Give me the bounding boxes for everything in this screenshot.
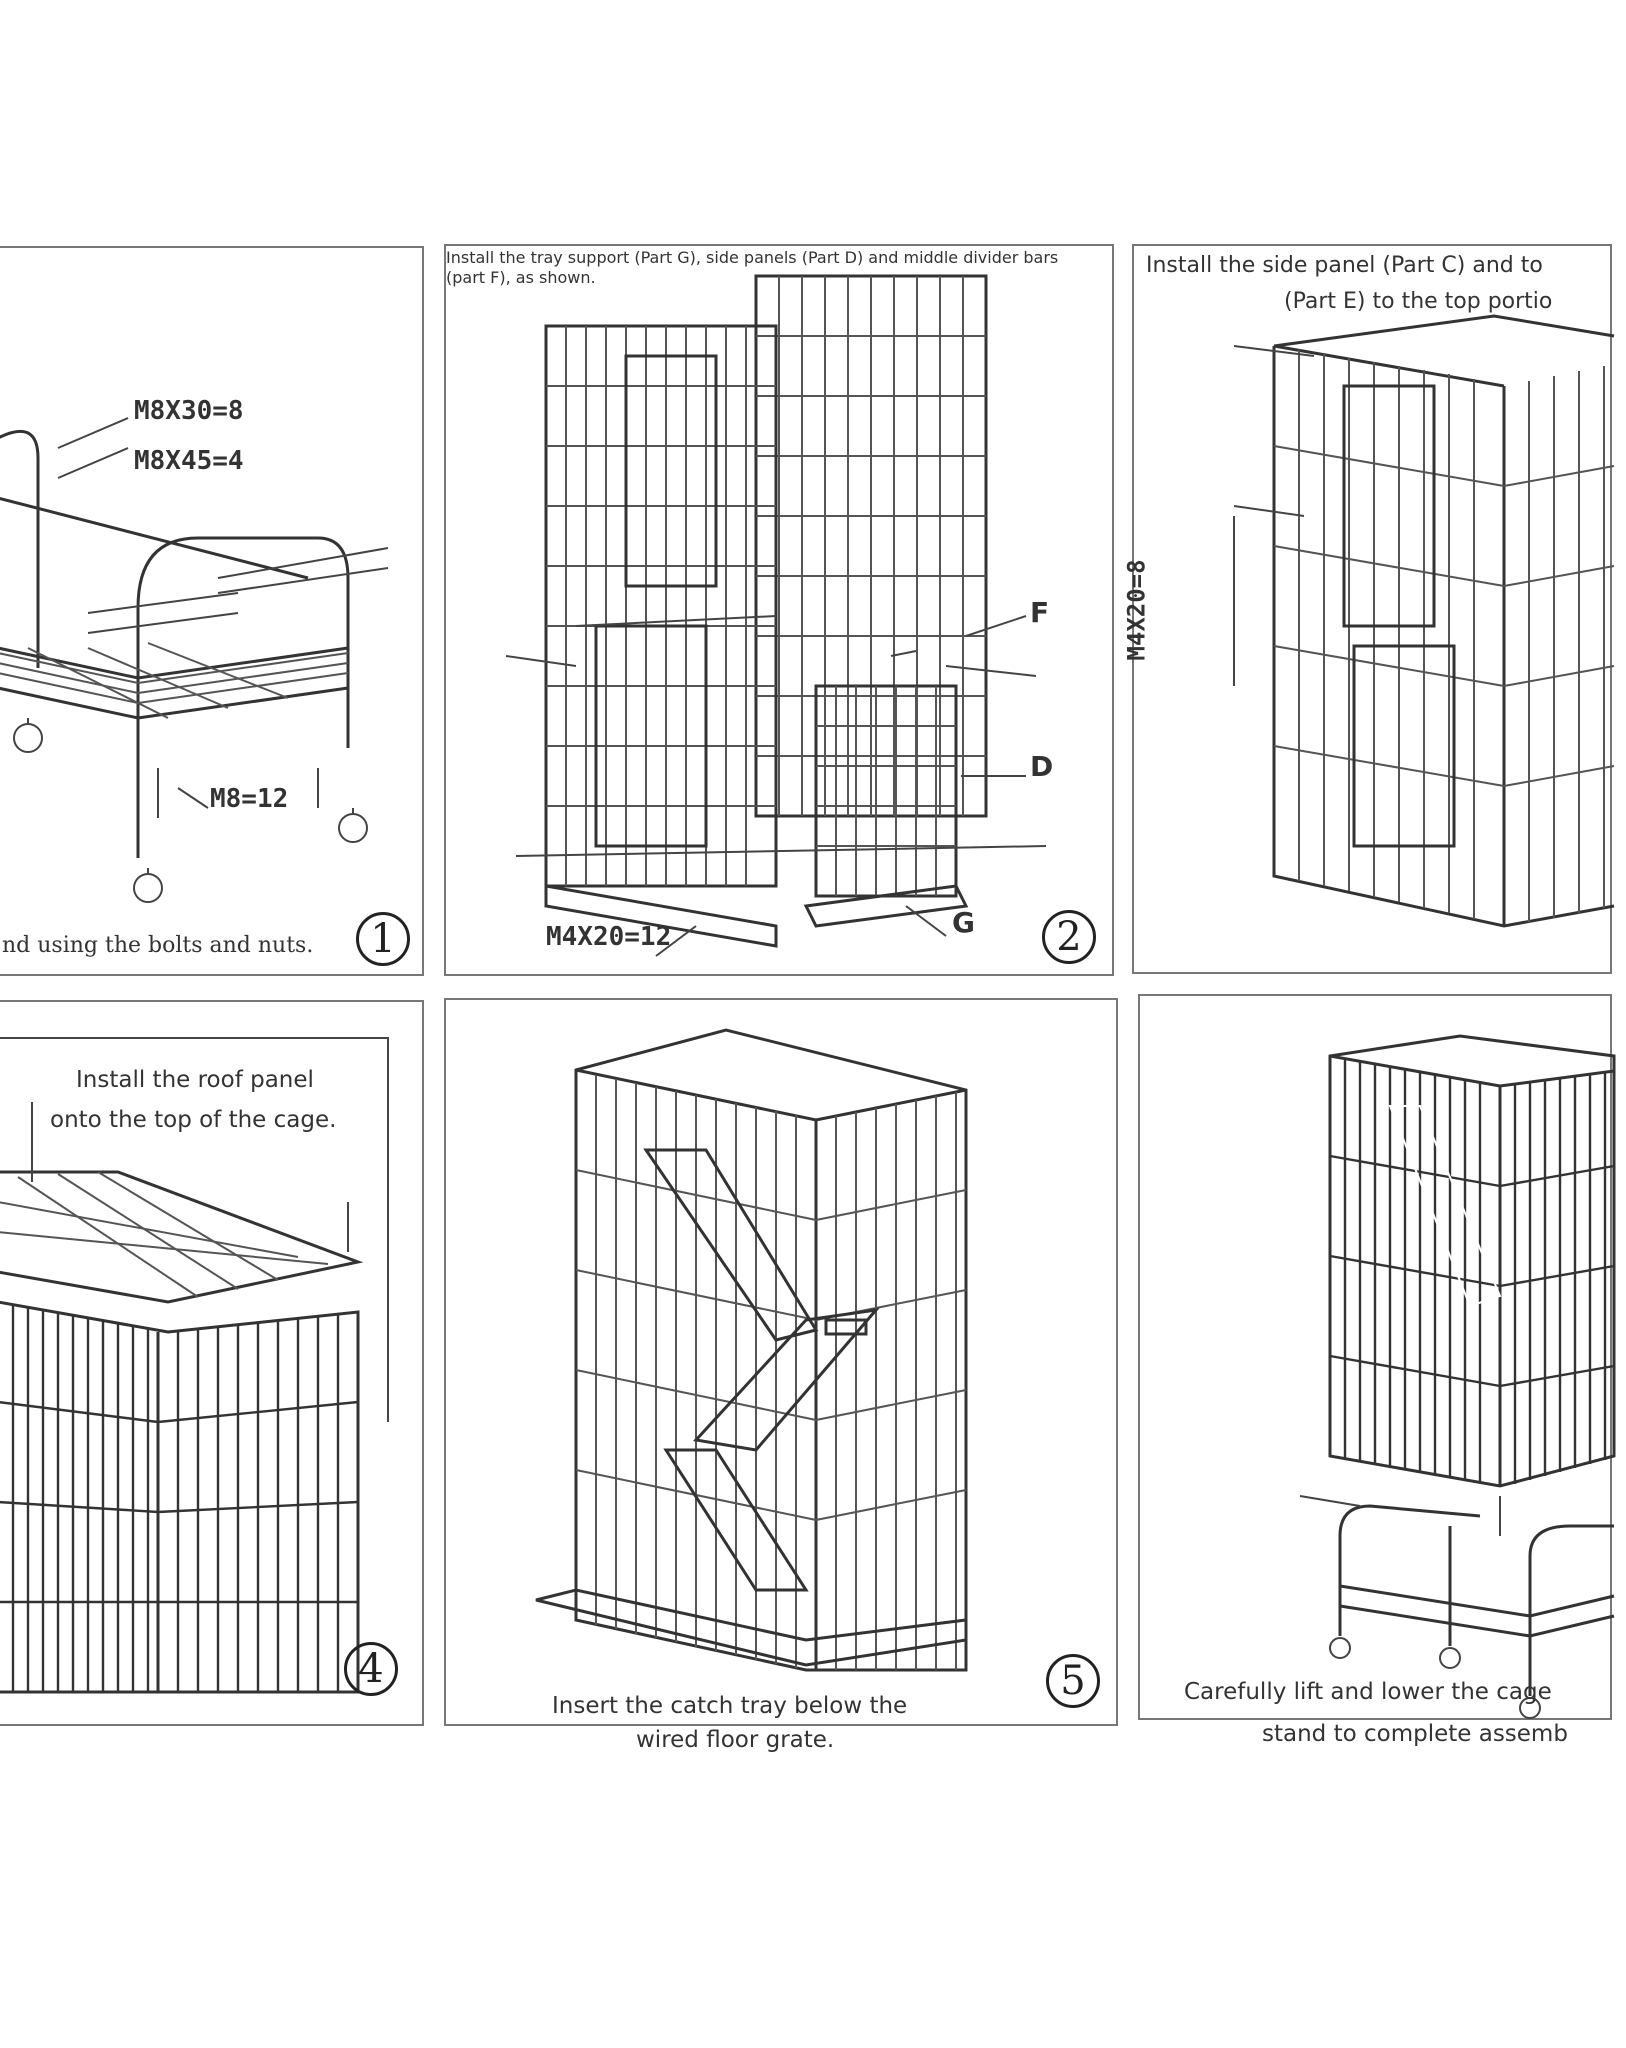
bolt-label-m8x30: M8X30=8 — [134, 396, 244, 426]
bolt-label-m8x45: M8X45=4 — [134, 446, 244, 476]
step-4-panel — [0, 1000, 424, 1726]
step-5-number: 5 — [1046, 1654, 1100, 1708]
catch-tray-drawing — [446, 1000, 1120, 1728]
step-1-panel — [0, 246, 424, 976]
screw-label-m4x20: M4X20=12 — [546, 922, 672, 952]
screw-label-m4x20-step3: M4X20=8 — [1122, 559, 1151, 661]
step-6-panel — [1138, 994, 1612, 1720]
step-2-caption: Install the tray support (Part G), side panels (Part D) and middle divider bars (part F), as shown. — [446, 248, 1059, 287]
part-label-f: F — [1030, 596, 1050, 629]
step-5-caption-line-1: Insert the catch tray below the — [552, 1693, 908, 1719]
side-panel-drawing — [446, 246, 1116, 978]
step-5-panel — [444, 998, 1118, 1726]
step-4-caption-line-2: onto the top of the cage. — [50, 1107, 337, 1133]
stand-assembly-drawing — [0, 248, 426, 978]
step-2-number: 2 — [1042, 910, 1096, 964]
step-3-caption-line-1: Install the side panel (Part C) and to — [1146, 253, 1543, 278]
part-label-d: D — [1030, 750, 1054, 783]
step-3-caption-line-2: (Part E) to the top portio — [1284, 289, 1553, 314]
step-4-caption-line-1: Install the roof panel — [76, 1067, 314, 1093]
step-6-caption-line-2: stand to complete assemb — [1262, 1721, 1568, 1747]
step-6-caption-line-1: Carefully lift and lower the cage — [1184, 1679, 1552, 1705]
stand-lift-drawing — [1140, 996, 1614, 1722]
step-4-number: 4 — [344, 1642, 398, 1696]
step-2-panel — [444, 244, 1114, 976]
top-portion-drawing — [1134, 246, 1614, 976]
step-3-panel — [1122, 244, 1612, 974]
step-1-number: 1 — [356, 912, 410, 966]
step-5-caption-line-2: wired floor grate. — [636, 1727, 835, 1753]
step-1-caption: nd using the bolts and nuts. — [2, 933, 314, 958]
part-label-g: G — [952, 906, 975, 939]
nut-label-m8: M8=12 — [210, 784, 289, 814]
